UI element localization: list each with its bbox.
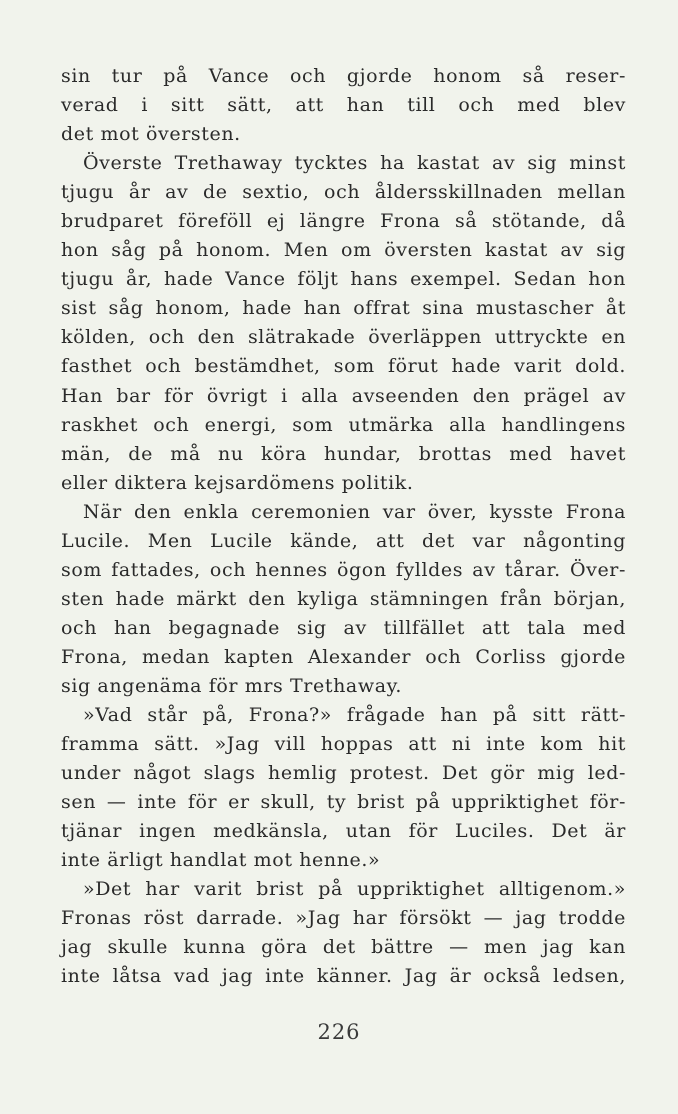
text-line: eller diktera kejsardömens politik.: [61, 471, 414, 494]
paragraph: [61, 149, 626, 498]
text-line: tjugu år av de sextio, och åldersskillnaden mellan: [61, 181, 626, 204]
text-line: verad i sitt sätt, att han till och med blev: [61, 94, 626, 117]
text-line: Frona, medan kapten Alexander och Corliss gjorde: [61, 645, 626, 668]
text-line: som fattades, och hennes ögon fylldes av tårar. Över-: [61, 558, 626, 581]
text-line: Lucile. Men Lucile kände, att det var någonting: [61, 529, 626, 552]
page-body: [61, 62, 626, 992]
text-line: sen — inte för er skull, ty brist på uppriktighet för-: [61, 791, 626, 814]
text-line: brudparet föreföll ej längre Frona så stötande, då: [61, 210, 626, 233]
text-line: och han begagnade sig av tillfället att tala med: [61, 616, 626, 639]
text-line: kölden, och den slätrakade överläppen uttryckte en: [61, 326, 626, 349]
page-number: 226: [317, 1020, 361, 1044]
paragraph: [61, 498, 626, 701]
text-line: sin tur på Vance och gjorde honom så reser-: [61, 65, 626, 87]
text-line: »Det har varit brist på uppriktighet alltigenom.»: [83, 878, 626, 901]
text-line: Han bar för övrigt i alla avseenden den prägel av: [61, 384, 626, 407]
text-line: inte ärligt handlat mot henne.»: [61, 849, 381, 872]
text-line: raskhet och energi, som utmärka alla handlingens: [61, 413, 626, 436]
text-line: tjugu år, hade Vance följt hans exempel. Sedan hon: [61, 268, 626, 291]
text-line: »Vad står på, Frona?» frågade han på sitt rätt-: [83, 704, 626, 727]
text-line: sig angenäma för mrs Trethaway.: [61, 674, 403, 697]
text-line: Fronas röst darrade. »Jag har försökt — jag trodde: [61, 907, 626, 930]
text-line: sten hade märkt den kyliga stämningen från början,: [61, 587, 626, 610]
text-line: fasthet och bestämdhet, som förut hade varit dold.: [61, 355, 626, 378]
text-line: framma sätt. »Jag vill hoppas att ni inte kom hit: [61, 733, 626, 756]
text-line: män, de må nu köra hundar, brottas med havet: [61, 442, 626, 465]
paragraph: [61, 701, 626, 875]
paragraph: [61, 62, 626, 149]
text-line: det mot översten.: [61, 123, 241, 146]
text-line: under något slags hemlig protest. Det gör mig led-: [61, 762, 626, 785]
text-line: inte låtsa vad jag inte känner. Jag är också ledsen,: [61, 965, 626, 988]
text-line: När den enkla ceremonien var över, kysste Frona: [83, 500, 626, 523]
paragraph: [61, 875, 626, 991]
text-line: sist såg honom, hade han offrat sina mustascher åt: [61, 297, 626, 320]
text-line: jag skulle kunna göra det bättre — men jag kan: [61, 936, 626, 959]
text-line: hon såg på honom. Men om översten kastat av sig: [61, 239, 626, 262]
text-line: tjänar ingen medkänsla, utan för Luciles. Det är: [61, 820, 626, 843]
text-line: Överste Trethaway tycktes ha kastat av sig minst: [83, 152, 626, 175]
